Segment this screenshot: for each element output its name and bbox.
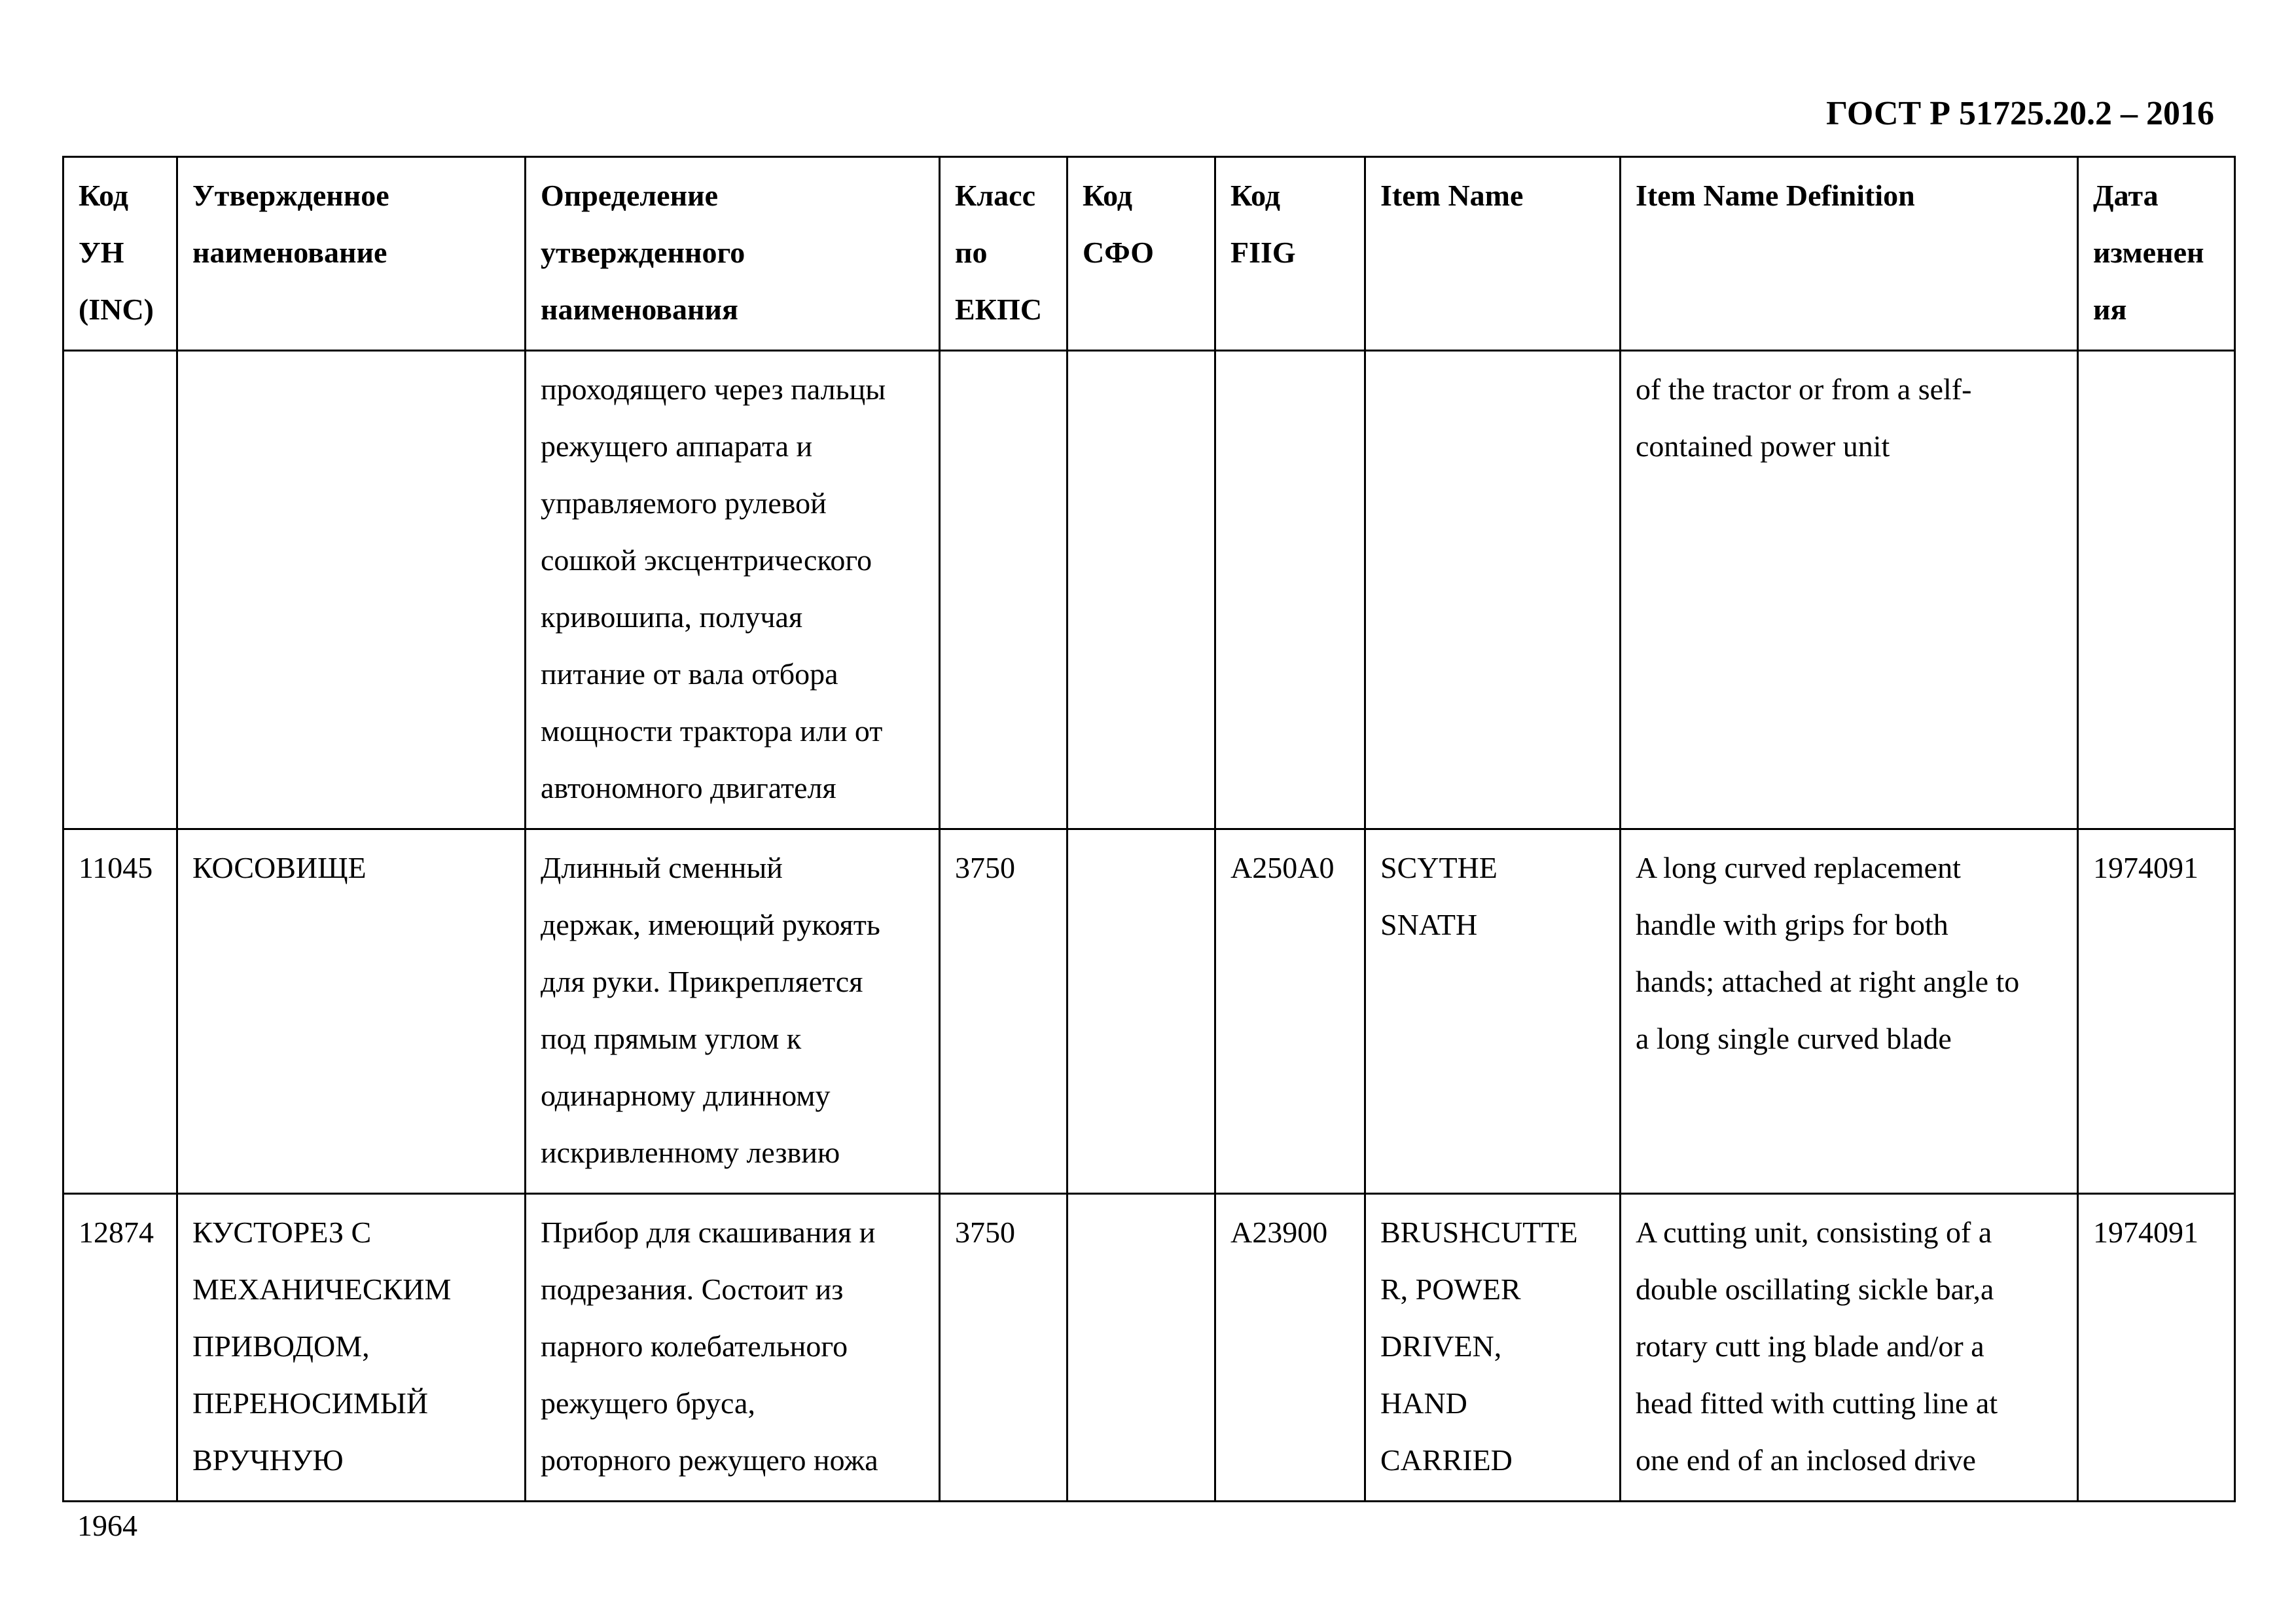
cell-fiig-code: A250A0 xyxy=(1215,829,1365,1194)
cell-ekps-class: 3750 xyxy=(940,1194,1067,1502)
cell-definition: Длинный сменный держак, имеющий рукоять для руки. Прикрепляется под прямым углом к одинарному длинному искривленному лезвию xyxy=(526,829,940,1194)
header-inc: Код УН (INC) xyxy=(63,157,177,351)
cell-ekps-class xyxy=(940,351,1067,829)
nomenclature-table xyxy=(62,156,2236,1502)
cell-definition: Прибор для скашивания и подрезания. Состоит из парного колебательного режущего бруса, роторного режущего ножа xyxy=(526,1194,940,1502)
cell-item-definition: A long curved replacement handle with grips for both hands; attached at right angle to a long single curved blade xyxy=(1621,829,2078,1194)
cell-inc: 12874 xyxy=(63,1194,177,1502)
cell-inc xyxy=(63,351,177,829)
cell-ekps-class: 3750 xyxy=(940,829,1067,1194)
cell-inc: 11045 xyxy=(63,829,177,1194)
cell-item-name: BRUSHCUTTE R, POWER DRIVEN, HAND CARRIED xyxy=(1365,1194,1621,1502)
cell-item-name xyxy=(1365,351,1621,829)
cell-approved-name xyxy=(177,351,526,829)
cell-change-date: 1974091 xyxy=(2078,829,2235,1194)
header-item-name: Item Name xyxy=(1365,157,1621,351)
cell-sfo-code xyxy=(1067,829,1215,1194)
table-row xyxy=(63,1194,2235,1502)
cell-change-date xyxy=(2078,351,2235,829)
cell-change-date: 1974091 xyxy=(2078,1194,2235,1502)
cell-item-definition: A cutting unit, consisting of a double oscillating sickle bar,a rotary cutt ing blade and/or a head fitted with cutting line at one end of an inclosed drive xyxy=(1621,1194,2078,1502)
page-number: 1964 xyxy=(77,1509,137,1542)
header-approved-name: Утвержденное наименование xyxy=(177,157,526,351)
document-standard-code: ГОСТ Р 51725.20.2 – 2016 xyxy=(1826,95,2214,132)
header-definition: Определение утвержденного наименования xyxy=(526,157,940,351)
header-change-date: Дата изменен ия xyxy=(2078,157,2235,351)
cell-item-name: SCYTHE SNATH xyxy=(1365,829,1621,1194)
header-ekps-class: Класс по ЕКПС xyxy=(940,157,1067,351)
table-row xyxy=(63,351,2235,829)
cell-sfo-code xyxy=(1067,351,1215,829)
header-fiig-code: Код FIIG xyxy=(1215,157,1365,351)
table-row xyxy=(63,829,2235,1194)
cell-fiig-code xyxy=(1215,351,1365,829)
cell-fiig-code: A23900 xyxy=(1215,1194,1365,1502)
cell-sfo-code xyxy=(1067,1194,1215,1502)
cell-approved-name: КУСТОРЕЗ С МЕХАНИЧЕСКИМ ПРИВОДОМ, ПЕРЕНОСИМЫЙ ВРУЧНУЮ xyxy=(177,1194,526,1502)
table-header-row xyxy=(63,157,2235,351)
cell-item-definition: of the tractor or from a self- contained power unit xyxy=(1621,351,2078,829)
header-sfo-code: Код СФО xyxy=(1067,157,1215,351)
cell-approved-name: КОСОВИЩЕ xyxy=(177,829,526,1194)
header-item-definition: Item Name Definition xyxy=(1621,157,2078,351)
cell-definition: проходящего через пальцы режущего аппарата и управляемого рулевой сошкой эксцентрического кривошипа, получая питание от вала отбора мощности трактора или от автономного двигателя xyxy=(526,351,940,829)
